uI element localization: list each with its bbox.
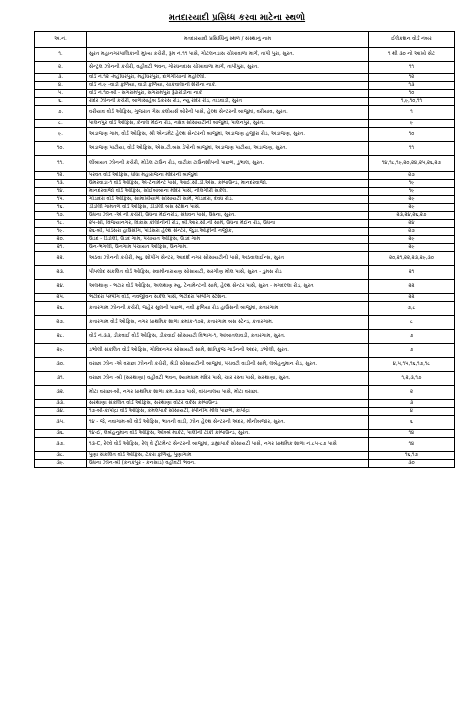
place-cell: ઉધના ઝોન -એ ની કચેરી, ઉધના મેઈનરોડ, સંઘવન પાસે, ઉધના, સુરત. [87,212,369,220]
serial-number-cell: ૧૬. [35,204,87,212]
ward-number-cell: ૨૯ [369,236,455,244]
ward-number-cell: ૨૭ [369,228,455,236]
serial-number-cell: ૨૮. [35,330,87,344]
serial-number-cell: ૨૫. [35,294,87,302]
serial-number-cell: ૫. [35,90,87,98]
place-cell: ૧૪-ઈ, લંબેહનુમાન વોર્ડ ઓફિસ, ઓબ્બે માર્કેટ, પાલીની ટાંકી કમ્પાઉન્ડ, સુરત. [87,430,369,438]
serial-number-cell: ૩૨. [35,386,87,400]
table-row [35,386,455,400]
serial-number-cell: ૩૭. [35,438,87,452]
table-row [35,302,455,316]
place-cell: વોર્ડ નં.૧૦-બી - સગરામપુરા, સગરામપુરા રૂંઢારોડીના નાકે [87,90,369,98]
serial-number-cell: ૨૯. [35,344,87,358]
ward-number-cell: ૧૦ [369,128,455,142]
table-row [35,460,455,468]
place-cell: ઉમરવાડા-૧ વોર્ડ ઓફિસ, એ-ટેનામેન્ટ પાસે, આઈ.સી.ડી.એસ. કમ્પાઉન્ડ, માનદરવાજા. [87,180,369,188]
table-row [35,188,455,196]
place-cell: વરાછા ઝોન -બી (સરથાણા) વહીવટી ભવન, શ્યામધામ મંદિર પાસે, ચાર રસ્તા પાસે, સરથાણા, સુરત. [87,372,369,386]
ward-number-cell: ૧૪ [369,430,455,438]
ward-number-cell: ૨૯ [369,244,455,252]
table-row [35,430,455,438]
ward-number-cell: ૯ [369,120,455,128]
ward-number-cell: ૧ [369,106,455,120]
place-cell: પીપલોદ સંકલિત વોર્ડ ઓફિસ, સ્વામીનારાયણ સોસાયટી, સરગીણ મોલ પાસે, સુરત - ડુમસ રોડ [87,266,369,280]
serial-number-cell: ૧૭. [35,212,87,220]
table-header-row [35,32,455,48]
ward-number-cell: ૪ [369,408,455,416]
ward-number-cell: ૧૩ [369,82,455,90]
place-cell: સેન્ટ્રલ ઝોનની કચેરી, વહીવટી ભવન, ગોરધનદાસ ચોખાવાળા માર્ગ, તાપીપુરા, સુરત. [87,62,369,74]
place-cell: અડાજણ પાટીયા, વોર્ડ ઓફિસ, એસ.ટી.બસ ડેપોની બાજુમાં, અડાજણ પાટીયા, અડાજણ, સુરત. [87,142,369,156]
ward-number-cell: ૨૭ [369,172,455,180]
place-cell: પાલનપુર વોર્ડ ઓફિસ, કેનાલ મેઈન રોડ, નક્ષત્ર સોસાયટીની બાજુમાં, પાલનપુર, સુરત. [87,120,369,128]
ward-number-cell: ૭,૮ [369,302,455,316]
ward-number-cell: ૧૪ [369,438,455,452]
table-row [35,196,455,204]
serial-number-cell: ૨૬. [35,302,87,316]
ward-number-cell: ૧૦ [369,90,455,98]
ward-number-cell: ૧ થી ૩૦ નો આખો સેટ [369,48,455,62]
ward-number-cell: ૧,૨,૩,૧૭ [369,372,455,386]
serial-number-cell: ૨૪. [35,280,87,294]
place-cell: વોર્ડ નં.૧૨ -મહીધરપુરા, મહીધરપુરા, દાળગીચાનો મહોલ્લો. [87,74,369,82]
place-cell: કતારગામ વોર્ડ ઓફિસ, નગર પ્રાથમિક શાળા ક્રમાંક-૧૭૨, કતારગામ બસ સ્ટેન્ડ, કતારગામ. [87,316,369,330]
ward-number-cell: ૪,૫,૧૫,૧૬,૧૭,૧૮ [369,358,455,372]
place-cell: સરથાણા સંકલિત વોર્ડ ઓફિસ, સરથાણા વોટર વર્કસ કમ્પાઉન્ડ [87,400,369,408]
serial-number-cell: ૩૪. [35,408,87,416]
table-row [35,142,455,156]
table-row [35,358,455,372]
ward-number-cell: ૨ [369,386,455,400]
place-cell: ૧૩-C, રેલ્વે વોર્ડ ઓફિસ, રેલ્ વે ટ્રીટમેન્ટ સેન્ટરની બાજુમાં, ડાહ્યાપાર્ક સોસાયટી પાસે, નગર પ્રાથમિક શાળા નં.૮૫-૮૭ પાસે [87,438,369,452]
ward-number-cell: ૩૦ [369,460,455,468]
ward-number-cell: ૧૬,૧૭ [369,452,455,460]
place-cell: ઉન-ભગલી, ઉનગામ પંચાયત ઓફિસ, ઉનગામ. [87,244,369,252]
table-row [35,48,455,62]
place-cell: ભટોદરા પમ્પીંગ વોર્ડ, નવજીવન સર્કલ પાસે, ભટોદરા પમ્પીંગ સ્ટેશન. [87,294,369,302]
place-cell: ઉધના ઝોન-બી (કનકપુર - કનસાડ) વહીવટી ભવન. [87,460,369,468]
table-row [35,156,455,172]
serial-number-cell: ૧. [35,48,87,62]
table-row [35,82,455,90]
table-row [35,204,455,212]
place-cell: માનદરવાજા વોર્ડ ઓફિસ, સોઈબાબાના મંદિર પાસે, નીલગીરી સર્કલ. [87,188,369,196]
ward-number-cell: ૭ [369,330,455,344]
ward-number-cell: ૧૧ [369,62,455,74]
place-cell: લીંબાયત ઝોનની કચેરી, મોડેલ ટાઉન રોડ, વાટીકા ટાઉનશીપની પાછળ, ડુંભાલ, સુરત. [87,156,369,172]
table-row [35,98,455,106]
serial-number-cell: ૨. [35,62,87,74]
ward-number-cell: ૨૨ [369,280,455,294]
ward-number-cell: ૧,૯,૧૦,૧૧ [369,98,455,106]
serial-number-cell: ૨૦. [35,236,87,244]
ward-number-cell: ૨૪ [369,220,455,228]
serial-number-cell: ૩૫. [35,416,87,430]
ward-number-cell: ૨૧ [369,266,455,280]
ward-number-cell: ૨૨ [369,294,455,302]
table-row [35,74,455,82]
table-row [35,244,455,252]
ward-number-cell: ૧૧ [369,142,455,156]
place-cell: પુણા સંકલિત વોર્ડ ઓફિસ, ટેકરા ફળિયું, પુણાગામ [87,452,369,460]
table-row [35,212,455,220]
serial-number-cell: ૧૧. [35,156,87,172]
serial-number-cell: ૭. [35,106,87,120]
ward-number-cell: ૬ [369,416,455,430]
place-cell: અડાજણ ગામ, વોર્ડ ઓફિસ, શ્રી એન્ડમેંટ હેલ્થ સેન્ટરની બાજુમાં, અડાજણ હજીરા રોડ, અડાજણ, સુરત. [87,128,369,142]
place-cell: અઠવા ઝોનની કચેરી, મ્યુ. શોપીંગ સેન્ટર, આદર્શ નગર સોસાયટીની પાસે, અઠવાલાઈન્સ, સુરત [87,252,369,266]
serial-number-cell: ૩૮. [35,452,87,460]
table-row [35,294,455,302]
document-title: મતદારયાદી પ્રસિધ્ધ કરવા માટેના સ્થળો [168,13,306,23]
table-row [35,106,455,120]
table-row [35,90,455,98]
place-cell: રાંદેર ઝોનની કચેરી, બાળાસાહેબ ઠેકરસ રોડ, ન્યુ રાંદેર રોડ, તાડવાડી, સુરત [87,98,369,106]
place-cell: વરીયાવ વોર્ડ ઓફિસ, ગુજરાત ગેસ ક્લોયર્સ બોરેની પાસે, હેલ્થ સેન્ટરની બાજુમાં, વરીયાવ, સુરત. [87,106,369,120]
table-row [35,438,455,452]
header-ward-number: ઈલેકશન વોર્ડ નંબર [369,32,455,48]
ward-number-cell: ૨૦,૨૧,૨૨,૨૩,૨૯,૩૦ [369,252,455,266]
table-row [35,452,455,460]
ward-number-cell: ૧૯ [369,188,455,196]
table-row [35,408,455,416]
serial-number-cell: ૨૩. [35,266,87,280]
table-row [35,236,455,244]
place-cell: ડીંડોલી ગામતળ વોર્ડ ઓફિસ, ડીંડોલી બસ સ્ટેશન પાસે. [87,204,369,212]
header-place-name: મતદારયાદી પ્રસિધ્ધિનું સ્થળ / સંસ્થાનું નામ [87,32,369,48]
serial-number-cell: ૮. [35,120,87,128]
serial-number-cell: ૨૧. [35,244,87,252]
ward-number-cell: ૭ [369,344,455,358]
serial-number-cell: ૧૪. [35,188,87,196]
place-cell: ૧૪ - જે, નવાગામ-બી વોર્ડ ઓફિસ, ભાતની વાડી, ઝોન હેલ્થ સેન્ટરની અંદર, મીનીબજાર, સુરત. [87,416,369,430]
serial-number-cell: ૧૦. [35,142,87,156]
table-row [35,180,455,188]
serial-number-cell: ૧૯. [35,228,87,236]
place-cell: ૨૬-બી, પાંડેસરા હાઉસીંગ, પાંડેસરા હેલ્થ સેન્ટર, જુડા.ઓફીની નજીક, [87,228,369,236]
ward-number-cell: ૩ [369,400,455,408]
serial-number-cell: ૧૫. [35,196,87,204]
place-cell: ગોડાદરા વોર્ડ ઓફિસ, સામાખીયાળ સોસાયટી સામે, ગોડાદરા, દેવધ રોડ. [87,196,369,204]
ward-number-cell: ૧૯ [369,180,455,188]
table-row [35,330,455,344]
ward-number-cell: ૧૨ [369,74,455,82]
serial-number-cell: ૧૩. [35,180,87,188]
serial-number-cell: ૩૬. [35,430,87,438]
serial-number-cell: ૧૮. [35,220,87,228]
table-row [35,280,455,294]
serial-number-cell: ૪. [35,82,87,90]
place-cell: વરાછા ઝોન -એ વરાછા ઝોનની કચેરી, શ્રેડી સોસાયટીની બાજુમાં, પંચવટી વાડીની સામે, લંબેહનુમાન રોડ, સુરત. [87,358,369,372]
place-cell: સુરત મહાનગરપાલિકાની મુખ્ય કચેરી, રૂમ નં.૧૧ પાસે, ગોટલનડાસ ચોખાવાળા માર્ગ, તાપી પુરા, સુરત. [87,48,369,62]
place-cell: વોર્ડ નં.૩૩, ડીકવાઈ વોર્ડ ઓફિસ, ડીકવાઈ સોસાયટી વિભાગ-૧, આંબાતલાવડી, કતારગામ, સુરત. [87,330,369,344]
serial-number-cell: ૨૨. [35,252,87,266]
header-serial-number: અ.નં. [35,32,87,48]
ward-number-cell: ૨૯ [369,204,455,212]
table-row [35,252,455,266]
place-cell: અલથાણ - ભટાર વોર્ડ ઓફિસ, અલથાણ મ્યુ. ટેનામેન્ટની સામે, હેલ્થ સેન્ટર પાસે, સુરત - મગદલ્લા રોડ, સુરત [87,280,369,294]
table-row [35,128,455,142]
ward-number-cell: ૨૩,૨૪,૨૬,૨૭ [369,212,455,220]
serial-number-cell: ૩૯. [35,460,87,468]
table-row [35,400,455,408]
table-row [35,228,455,236]
table-row [35,220,455,228]
serial-number-cell: ૩. [35,74,87,82]
table-row [35,62,455,74]
serial-number-cell: ૯. [35,128,87,142]
ward-number-cell: ૧૪,૧૮,૧૯,૨૦,૨૪,૨૫,૨૬,૨૭ [369,156,455,172]
serial-number-cell: ૩૧. [35,372,87,386]
place-cell: કતારગામ ઝોનની કચેરી, જહેર સુલની પાછળ, નવી ફળિયા રોડ હાઉસની બાજુમાં, કતારગામ [87,302,369,316]
place-cell: ૨૫-સી, વિજયાનગર, વિકાસ કોલોનીની રોડ, બી.આર.સી.ની સામે, ઉધના મેઈન રોડ, ઉધના [87,220,369,228]
serial-number-cell: ૩૦. [35,358,87,372]
place-cell: પરવત વોર્ડ ઓફિસ, ધોધા મહારાજના મંદિરની બાજુમાં [87,172,369,180]
serial-number-cell: ૧૨. [35,172,87,180]
place-cell: ડભોલી સંકલિત વોર્ડ ઓફિસ, ગોવિંદનગર સોસાયટી સામે, શાંતિકુંજ ગાર્ડનની અંદર, ડભોલી, સુરત. [87,344,369,358]
place-cell: વોર્ડ નં.૯ -વાડી ફળિયા, વાડી ફળિયા, ચાકવાલાની શેરીના નાકે. [87,82,369,90]
serial-number-cell: ૩૩. [35,400,87,408]
place-cell: ૧૭-બી-કાપોદ્રા વોર્ડ ઓફિસ, કમલપાર્ક સોસાયટી, સ્પીનીંગ મીલ પાછળ, કાપોદ્રા [87,408,369,416]
place-cell: ઉડદ - ડિંડોલી, ઉડદ ગામ, પંચાયત ઓફિસ, ઉડદ ગામ [87,236,369,244]
table-row [35,266,455,280]
ward-number-cell: ૮ [369,316,455,330]
table-row [35,344,455,358]
place-cell: મોટા વરાછા-બી, નગર પ્રાથમિક શાળા ક્રમ.૩૭૭ પાસે, વાંચનાલય પાસે, મોટા વરાછા. [87,386,369,400]
table-row [35,372,455,386]
table-row [35,172,455,180]
ward-number-cell: ૨૯ [369,196,455,204]
serial-number-cell: ૨૭. [35,316,87,330]
serial-number-cell: ૬. [35,98,87,106]
table-row [35,316,455,330]
table-row [35,120,455,128]
table-row [35,416,455,430]
polling-locations-table [34,31,455,468]
